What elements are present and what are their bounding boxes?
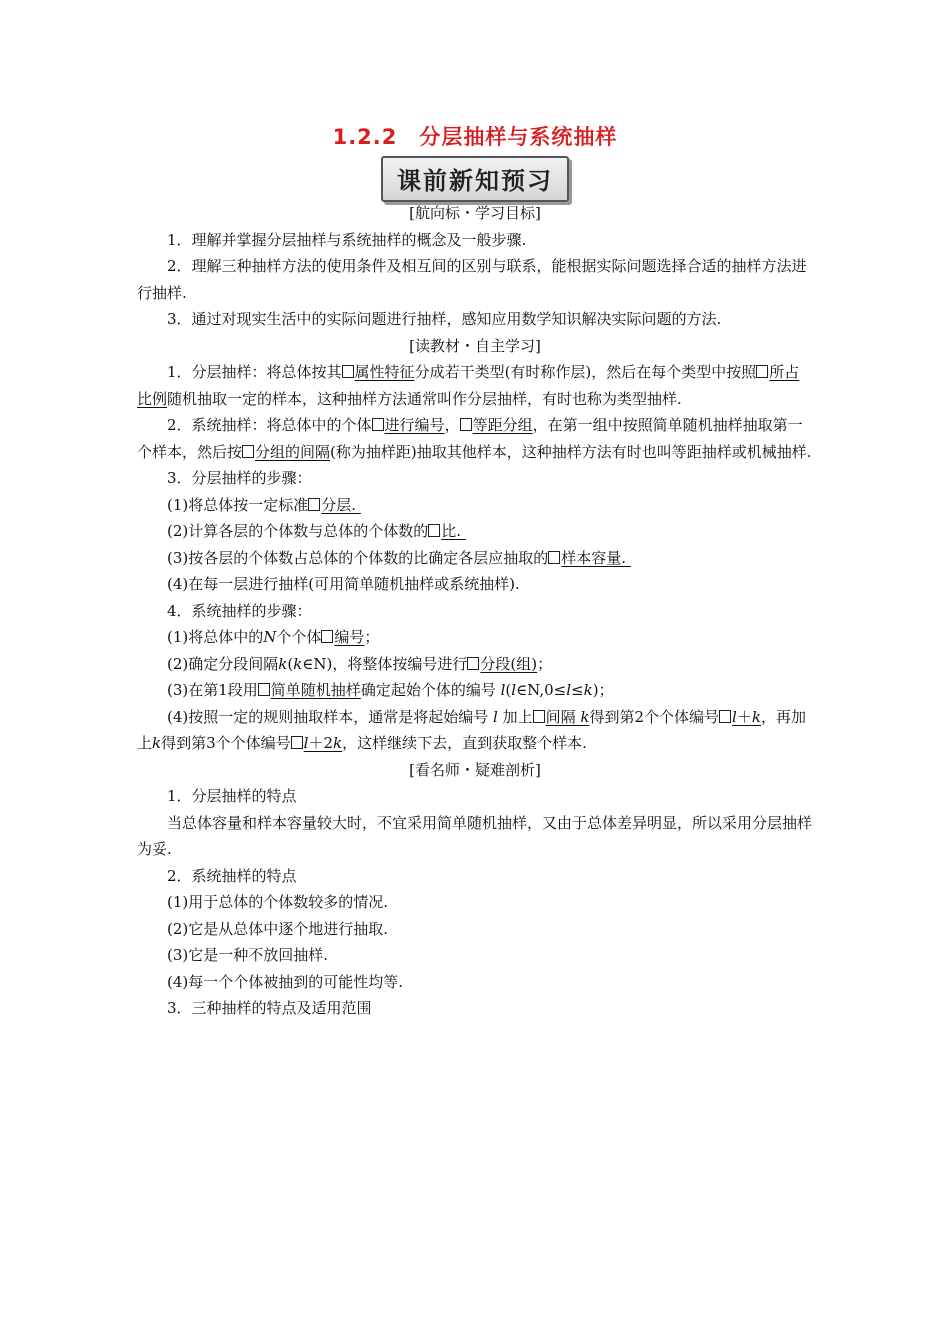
blank-box-icon [258, 683, 270, 696]
stratified-step-3: (3)按各层的个体数占总体的个体数的比确定各层应抽取的 样本容量. [167, 548, 627, 567]
systematic-features-heading: 2．系统抽样的特点 [167, 866, 297, 885]
blank-box-icon [242, 445, 254, 458]
stratified-features-heading: 1．分层抽样的特点 [167, 787, 297, 805]
systematic-step-3: (3)在第1段用 简单随机抽样确定起始个体的编号 l(l∈N,0≤l≤k)； [167, 681, 614, 699]
blank-box-icon [342, 365, 354, 378]
blank-box-icon [321, 630, 333, 643]
paragraph-systematic-definition: 2．系统抽样：将总体中的个体 进行编号， 等距分组，在第一组中按照简单随机抽样抽取第一个样本，然后按 分组的间隔(称为抽样距)抽取其他样本，这种抽样方法有时也叫等距抽样或机械抽样. [137, 416, 812, 461]
page-title: 1.2.2 分层抽样与系统抽样 [332, 125, 618, 149]
stratified-step-4: (4)在每一层进行抽样(可用简单随机抽样或系统抽样). [167, 575, 520, 593]
systematic-step-2: (2)确定分段间隔k(k∈N)，将整体按编号进行 分段(组)； [167, 654, 553, 673]
objective-2: 2．理解三种抽样方法的使用条件及相互间的区别与联系，能根据实际问题选择合适的抽样方法进行抽样. [137, 257, 807, 302]
systematic-feature-3: (3)它是一种不放回抽样. [167, 946, 329, 964]
systematic-feature-1: (1)用于总体的个体数较多的情况. [167, 893, 389, 911]
blank-box-icon [548, 551, 560, 564]
three-methods-heading: 3．三种抽样的特点及适用范围 [167, 999, 372, 1017]
stratified-features-text: 当总体容量和样本容量较大时，不宜采用简单随机抽样，又由于总体差异明显，所以采用分层抽样为妥. [137, 813, 813, 858]
systematic-feature-4: (4)每一个个体被抽到的可能性均等. [167, 972, 404, 991]
systematic-feature-2: (2)它是从总体中逐个地进行抽取. [167, 919, 389, 938]
blank-box-icon [756, 365, 768, 378]
stratified-step-2: (2)计算各层的个体数与总体的个体数的 比. [167, 522, 462, 540]
systematic-step-1: (1)将总体中的N个个体 编号； [167, 628, 380, 646]
banner-label: 课前新知预习 [381, 156, 569, 202]
blank-box-icon [460, 418, 472, 431]
paragraph-stratified-definition: 1．分层抽样：将总体按其 属性特征分成若干类型(有时称作层)，然后在每个类型中按照 所占比例随机抽取一定的样本，这种抽样方法通常叫作分层抽样，有时也称为类型抽样. [137, 363, 800, 408]
objective-3: 3．通过对现实生活中的实际问题进行抽样，感知应用数学知识解决实际问题的方法. [167, 310, 722, 328]
blank-box-icon [308, 498, 320, 511]
systematic-step-4: (4)按照一定的规则抽取样本，通常是将起始编号 l 加上 间隔 k得到第2个个体编号 l＋k，再加上k得到第3个个体编号 l＋2k，这样继续下去，直到获取整个样本. [137, 707, 806, 752]
section-heading-analysis: [看名师・疑难剖析] [409, 760, 541, 779]
section-heading-objectives: [航向标・学习目标] [409, 204, 541, 222]
objective-1: 1．理解并掌握分层抽样与系统抽样的概念及一般步骤. [167, 230, 527, 249]
document-body [137, 200, 813, 1022]
blank-box-icon [372, 418, 384, 431]
blank-box-icon [428, 524, 440, 537]
stratified-steps-heading: 3．分层抽样的步骤： [167, 469, 312, 487]
blank-box-icon [467, 657, 479, 670]
section-banner [0, 156, 950, 202]
systematic-steps-heading: 4．系统抽样的步骤： [167, 601, 312, 620]
blank-box-icon [719, 710, 731, 723]
blank-box-icon [533, 710, 545, 723]
section-heading-textbook: [读教材・自主学习] [409, 336, 541, 355]
stratified-step-1: (1)将总体按一定标准 分层. [167, 495, 357, 514]
blank-box-icon [291, 736, 303, 749]
